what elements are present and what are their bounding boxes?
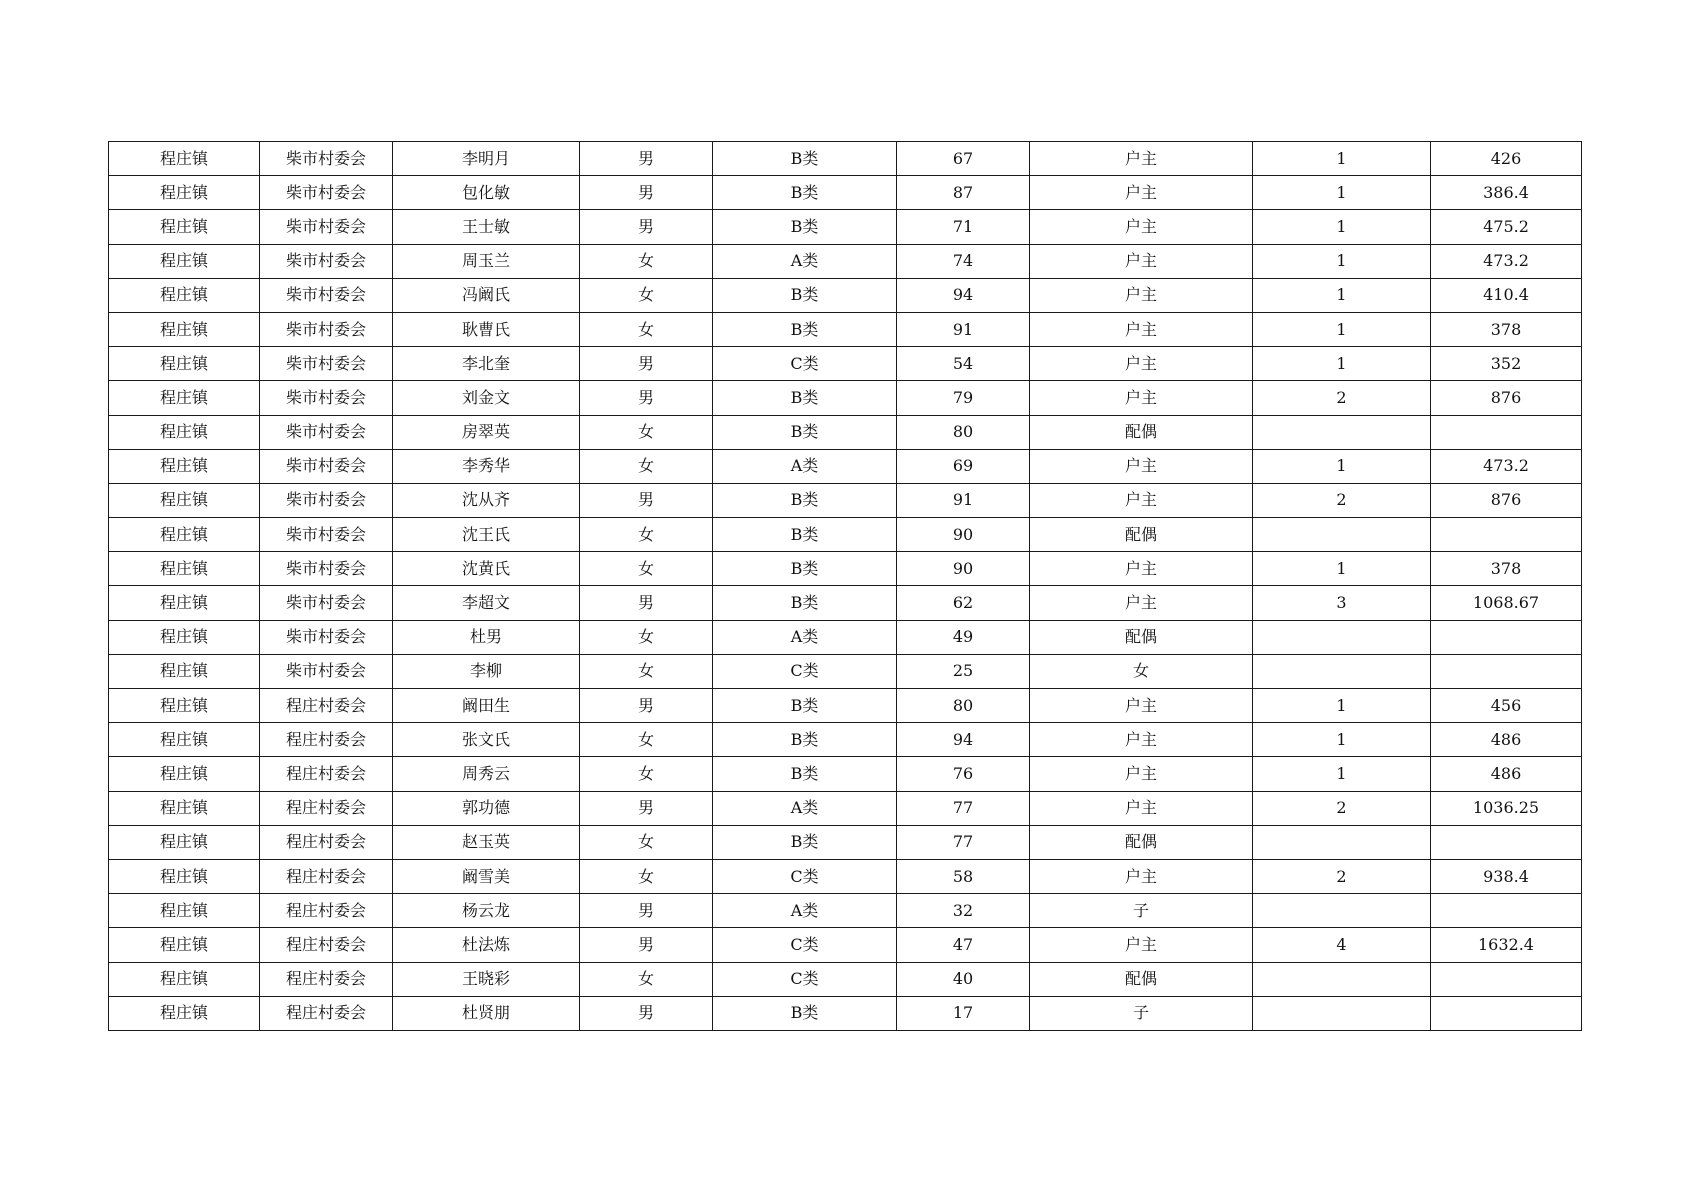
category-cell: A类	[713, 791, 897, 825]
village-cell: 柴市村委会	[260, 381, 393, 415]
category-cell: B类	[713, 996, 897, 1030]
relation-cell: 户主	[1030, 791, 1253, 825]
relation-cell: 户主	[1030, 483, 1253, 517]
amount-cell: 475.2	[1431, 210, 1582, 244]
age-cell: 40	[897, 962, 1030, 996]
household-count-cell: 2	[1253, 791, 1431, 825]
name-cell: 刘金文	[393, 381, 580, 415]
gender-cell: 男	[580, 210, 713, 244]
household-count-cell: 2	[1253, 859, 1431, 893]
village-cell: 程庄村委会	[260, 996, 393, 1030]
age-cell: 71	[897, 210, 1030, 244]
age-cell: 80	[897, 415, 1030, 449]
household-count-cell: 1	[1253, 347, 1431, 381]
category-cell: B类	[713, 210, 897, 244]
household-count-cell: 1	[1253, 142, 1431, 176]
gender-cell: 女	[580, 962, 713, 996]
table-row	[109, 723, 1582, 757]
category-cell: B类	[713, 176, 897, 210]
town-cell: 程庄镇	[109, 757, 260, 791]
gender-cell: 男	[580, 142, 713, 176]
name-cell: 杜法炼	[393, 928, 580, 962]
table-row	[109, 483, 1582, 517]
village-cell: 程庄村委会	[260, 928, 393, 962]
table-row	[109, 928, 1582, 962]
household-count-cell: 1	[1253, 210, 1431, 244]
name-cell: 耿曹氏	[393, 312, 580, 346]
household-count-cell: 1	[1253, 552, 1431, 586]
household-count-cell	[1253, 654, 1431, 688]
age-cell: 90	[897, 552, 1030, 586]
village-cell: 柴市村委会	[260, 586, 393, 620]
age-cell: 67	[897, 142, 1030, 176]
amount-cell	[1431, 415, 1582, 449]
relation-cell: 户主	[1030, 689, 1253, 723]
table-row	[109, 620, 1582, 654]
household-count-cell	[1253, 962, 1431, 996]
table-row	[109, 962, 1582, 996]
category-cell: A类	[713, 244, 897, 278]
village-cell: 程庄村委会	[260, 723, 393, 757]
household-count-cell: 1	[1253, 757, 1431, 791]
household-count-cell: 1	[1253, 278, 1431, 312]
village-cell: 程庄村委会	[260, 791, 393, 825]
table-row	[109, 312, 1582, 346]
household-count-cell: 2	[1253, 483, 1431, 517]
town-cell: 程庄镇	[109, 176, 260, 210]
village-cell: 程庄村委会	[260, 757, 393, 791]
roster-table-container	[108, 141, 1581, 1031]
amount-cell	[1431, 825, 1582, 859]
gender-cell: 男	[580, 483, 713, 517]
household-count-cell: 4	[1253, 928, 1431, 962]
amount-cell: 426	[1431, 142, 1582, 176]
category-cell: B类	[713, 381, 897, 415]
name-cell: 杜男	[393, 620, 580, 654]
amount-cell: 473.2	[1431, 449, 1582, 483]
amount-cell: 378	[1431, 312, 1582, 346]
village-cell: 程庄村委会	[260, 825, 393, 859]
category-cell: B类	[713, 483, 897, 517]
village-cell: 柴市村委会	[260, 347, 393, 381]
roster-table-body	[109, 142, 1582, 1031]
age-cell: 54	[897, 347, 1030, 381]
category-cell: C类	[713, 928, 897, 962]
age-cell: 49	[897, 620, 1030, 654]
gender-cell: 男	[580, 381, 713, 415]
gender-cell: 女	[580, 449, 713, 483]
gender-cell: 女	[580, 757, 713, 791]
village-cell: 柴市村委会	[260, 518, 393, 552]
amount-cell	[1431, 996, 1582, 1030]
relation-cell: 户主	[1030, 312, 1253, 346]
table-row	[109, 757, 1582, 791]
town-cell: 程庄镇	[109, 723, 260, 757]
category-cell: B类	[713, 757, 897, 791]
amount-cell	[1431, 620, 1582, 654]
age-cell: 69	[897, 449, 1030, 483]
table-row	[109, 586, 1582, 620]
amount-cell: 386.4	[1431, 176, 1582, 210]
relation-cell: 配偶	[1030, 415, 1253, 449]
amount-cell: 486	[1431, 723, 1582, 757]
category-cell: B类	[713, 278, 897, 312]
town-cell: 程庄镇	[109, 244, 260, 278]
name-cell: 王士敏	[393, 210, 580, 244]
category-cell: A类	[713, 620, 897, 654]
name-cell: 赵玉英	[393, 825, 580, 859]
age-cell: 58	[897, 859, 1030, 893]
village-cell: 柴市村委会	[260, 278, 393, 312]
table-row	[109, 654, 1582, 688]
age-cell: 32	[897, 894, 1030, 928]
gender-cell: 男	[580, 996, 713, 1030]
town-cell: 程庄镇	[109, 859, 260, 893]
table-row	[109, 825, 1582, 859]
village-cell: 柴市村委会	[260, 483, 393, 517]
relation-cell: 户主	[1030, 449, 1253, 483]
household-count-cell	[1253, 894, 1431, 928]
name-cell: 冯阚氏	[393, 278, 580, 312]
name-cell: 周玉兰	[393, 244, 580, 278]
town-cell: 程庄镇	[109, 142, 260, 176]
relation-cell: 户主	[1030, 552, 1253, 586]
amount-cell: 352	[1431, 347, 1582, 381]
table-row	[109, 210, 1582, 244]
village-cell: 柴市村委会	[260, 176, 393, 210]
town-cell: 程庄镇	[109, 620, 260, 654]
household-count-cell: 1	[1253, 689, 1431, 723]
gender-cell: 男	[580, 176, 713, 210]
village-cell: 柴市村委会	[260, 415, 393, 449]
age-cell: 62	[897, 586, 1030, 620]
category-cell: A类	[713, 894, 897, 928]
town-cell: 程庄镇	[109, 689, 260, 723]
village-cell: 柴市村委会	[260, 142, 393, 176]
amount-cell: 1068.67	[1431, 586, 1582, 620]
age-cell: 91	[897, 483, 1030, 517]
table-row	[109, 381, 1582, 415]
category-cell: B类	[713, 723, 897, 757]
gender-cell: 女	[580, 859, 713, 893]
relation-cell: 户主	[1030, 586, 1253, 620]
relation-cell: 户主	[1030, 210, 1253, 244]
category-cell: C类	[713, 859, 897, 893]
gender-cell: 女	[580, 518, 713, 552]
age-cell: 17	[897, 996, 1030, 1030]
amount-cell: 1632.4	[1431, 928, 1582, 962]
gender-cell: 女	[580, 278, 713, 312]
category-cell: C类	[713, 347, 897, 381]
category-cell: B类	[713, 825, 897, 859]
age-cell: 77	[897, 791, 1030, 825]
gender-cell: 女	[580, 723, 713, 757]
town-cell: 程庄镇	[109, 483, 260, 517]
household-count-cell	[1253, 825, 1431, 859]
table-row	[109, 347, 1582, 381]
category-cell: B类	[713, 142, 897, 176]
table-row	[109, 176, 1582, 210]
village-cell: 程庄村委会	[260, 894, 393, 928]
gender-cell: 男	[580, 928, 713, 962]
category-cell: B类	[713, 689, 897, 723]
village-cell: 柴市村委会	[260, 312, 393, 346]
table-row	[109, 894, 1582, 928]
age-cell: 74	[897, 244, 1030, 278]
village-cell: 柴市村委会	[260, 449, 393, 483]
amount-cell: 456	[1431, 689, 1582, 723]
table-row	[109, 689, 1582, 723]
table-row	[109, 449, 1582, 483]
relation-cell: 配偶	[1030, 620, 1253, 654]
town-cell: 程庄镇	[109, 278, 260, 312]
household-count-cell: 1	[1253, 449, 1431, 483]
relation-cell: 户主	[1030, 757, 1253, 791]
relation-cell: 子	[1030, 996, 1253, 1030]
age-cell: 94	[897, 723, 1030, 757]
category-cell: B类	[713, 312, 897, 346]
gender-cell: 女	[580, 415, 713, 449]
relation-cell: 户主	[1030, 278, 1253, 312]
relation-cell: 子	[1030, 894, 1253, 928]
table-row	[109, 552, 1582, 586]
table-row	[109, 244, 1582, 278]
roster-table	[108, 141, 1582, 1031]
amount-cell: 486	[1431, 757, 1582, 791]
table-row	[109, 859, 1582, 893]
relation-cell: 户主	[1030, 142, 1253, 176]
household-count-cell	[1253, 996, 1431, 1030]
village-cell: 柴市村委会	[260, 620, 393, 654]
name-cell: 阚田生	[393, 689, 580, 723]
gender-cell: 男	[580, 689, 713, 723]
village-cell: 程庄村委会	[260, 689, 393, 723]
village-cell: 柴市村委会	[260, 210, 393, 244]
age-cell: 94	[897, 278, 1030, 312]
village-cell: 程庄村委会	[260, 962, 393, 996]
age-cell: 25	[897, 654, 1030, 688]
name-cell: 杨云龙	[393, 894, 580, 928]
category-cell: C类	[713, 654, 897, 688]
name-cell: 包化敏	[393, 176, 580, 210]
relation-cell: 配偶	[1030, 825, 1253, 859]
relation-cell: 户主	[1030, 347, 1253, 381]
gender-cell: 男	[580, 347, 713, 381]
household-count-cell: 2	[1253, 381, 1431, 415]
amount-cell: 938.4	[1431, 859, 1582, 893]
name-cell: 沈从齐	[393, 483, 580, 517]
household-count-cell: 1	[1253, 723, 1431, 757]
household-count-cell: 1	[1253, 312, 1431, 346]
name-cell: 郭功德	[393, 791, 580, 825]
gender-cell: 女	[580, 825, 713, 859]
amount-cell: 876	[1431, 483, 1582, 517]
gender-cell: 女	[580, 552, 713, 586]
category-cell: B类	[713, 415, 897, 449]
age-cell: 47	[897, 928, 1030, 962]
relation-cell: 户主	[1030, 381, 1253, 415]
category-cell: A类	[713, 449, 897, 483]
village-cell: 程庄村委会	[260, 859, 393, 893]
household-count-cell: 3	[1253, 586, 1431, 620]
gender-cell: 男	[580, 894, 713, 928]
town-cell: 程庄镇	[109, 347, 260, 381]
town-cell: 程庄镇	[109, 415, 260, 449]
name-cell: 房翠英	[393, 415, 580, 449]
town-cell: 程庄镇	[109, 518, 260, 552]
household-count-cell	[1253, 518, 1431, 552]
table-row	[109, 415, 1582, 449]
town-cell: 程庄镇	[109, 996, 260, 1030]
town-cell: 程庄镇	[109, 381, 260, 415]
gender-cell: 男	[580, 791, 713, 825]
town-cell: 程庄镇	[109, 586, 260, 620]
age-cell: 91	[897, 312, 1030, 346]
age-cell: 87	[897, 176, 1030, 210]
town-cell: 程庄镇	[109, 928, 260, 962]
table-row	[109, 996, 1582, 1030]
gender-cell: 女	[580, 620, 713, 654]
age-cell: 77	[897, 825, 1030, 859]
category-cell: B类	[713, 586, 897, 620]
name-cell: 李秀华	[393, 449, 580, 483]
amount-cell: 876	[1431, 381, 1582, 415]
relation-cell: 配偶	[1030, 962, 1253, 996]
age-cell: 80	[897, 689, 1030, 723]
name-cell: 周秀云	[393, 757, 580, 791]
age-cell: 76	[897, 757, 1030, 791]
name-cell: 李北奎	[393, 347, 580, 381]
amount-cell	[1431, 894, 1582, 928]
table-row	[109, 142, 1582, 176]
age-cell: 79	[897, 381, 1030, 415]
relation-cell: 户主	[1030, 176, 1253, 210]
town-cell: 程庄镇	[109, 312, 260, 346]
town-cell: 程庄镇	[109, 791, 260, 825]
household-count-cell	[1253, 415, 1431, 449]
village-cell: 柴市村委会	[260, 654, 393, 688]
table-row	[109, 518, 1582, 552]
town-cell: 程庄镇	[109, 449, 260, 483]
relation-cell: 女	[1030, 654, 1253, 688]
relation-cell: 户主	[1030, 859, 1253, 893]
name-cell: 张文氏	[393, 723, 580, 757]
village-cell: 柴市村委会	[260, 244, 393, 278]
household-count-cell: 1	[1253, 244, 1431, 278]
relation-cell: 户主	[1030, 244, 1253, 278]
amount-cell	[1431, 962, 1582, 996]
table-row	[109, 278, 1582, 312]
name-cell: 李超文	[393, 586, 580, 620]
town-cell: 程庄镇	[109, 825, 260, 859]
town-cell: 程庄镇	[109, 552, 260, 586]
town-cell: 程庄镇	[109, 654, 260, 688]
town-cell: 程庄镇	[109, 210, 260, 244]
amount-cell: 410.4	[1431, 278, 1582, 312]
relation-cell: 配偶	[1030, 518, 1253, 552]
gender-cell: 男	[580, 586, 713, 620]
amount-cell: 1036.25	[1431, 791, 1582, 825]
amount-cell: 473.2	[1431, 244, 1582, 278]
category-cell: B类	[713, 518, 897, 552]
household-count-cell: 1	[1253, 176, 1431, 210]
category-cell: C类	[713, 962, 897, 996]
amount-cell	[1431, 518, 1582, 552]
name-cell: 杜贤朋	[393, 996, 580, 1030]
amount-cell: 378	[1431, 552, 1582, 586]
name-cell: 李柳	[393, 654, 580, 688]
household-count-cell	[1253, 620, 1431, 654]
gender-cell: 女	[580, 312, 713, 346]
relation-cell: 户主	[1030, 723, 1253, 757]
name-cell: 王晓彩	[393, 962, 580, 996]
name-cell: 阚雪美	[393, 859, 580, 893]
name-cell: 李明月	[393, 142, 580, 176]
category-cell: B类	[713, 552, 897, 586]
relation-cell: 户主	[1030, 928, 1253, 962]
table-row	[109, 791, 1582, 825]
town-cell: 程庄镇	[109, 962, 260, 996]
name-cell: 沈黄氏	[393, 552, 580, 586]
gender-cell: 女	[580, 654, 713, 688]
amount-cell	[1431, 654, 1582, 688]
town-cell: 程庄镇	[109, 894, 260, 928]
name-cell: 沈王氏	[393, 518, 580, 552]
age-cell: 90	[897, 518, 1030, 552]
village-cell: 柴市村委会	[260, 552, 393, 586]
gender-cell: 女	[580, 244, 713, 278]
